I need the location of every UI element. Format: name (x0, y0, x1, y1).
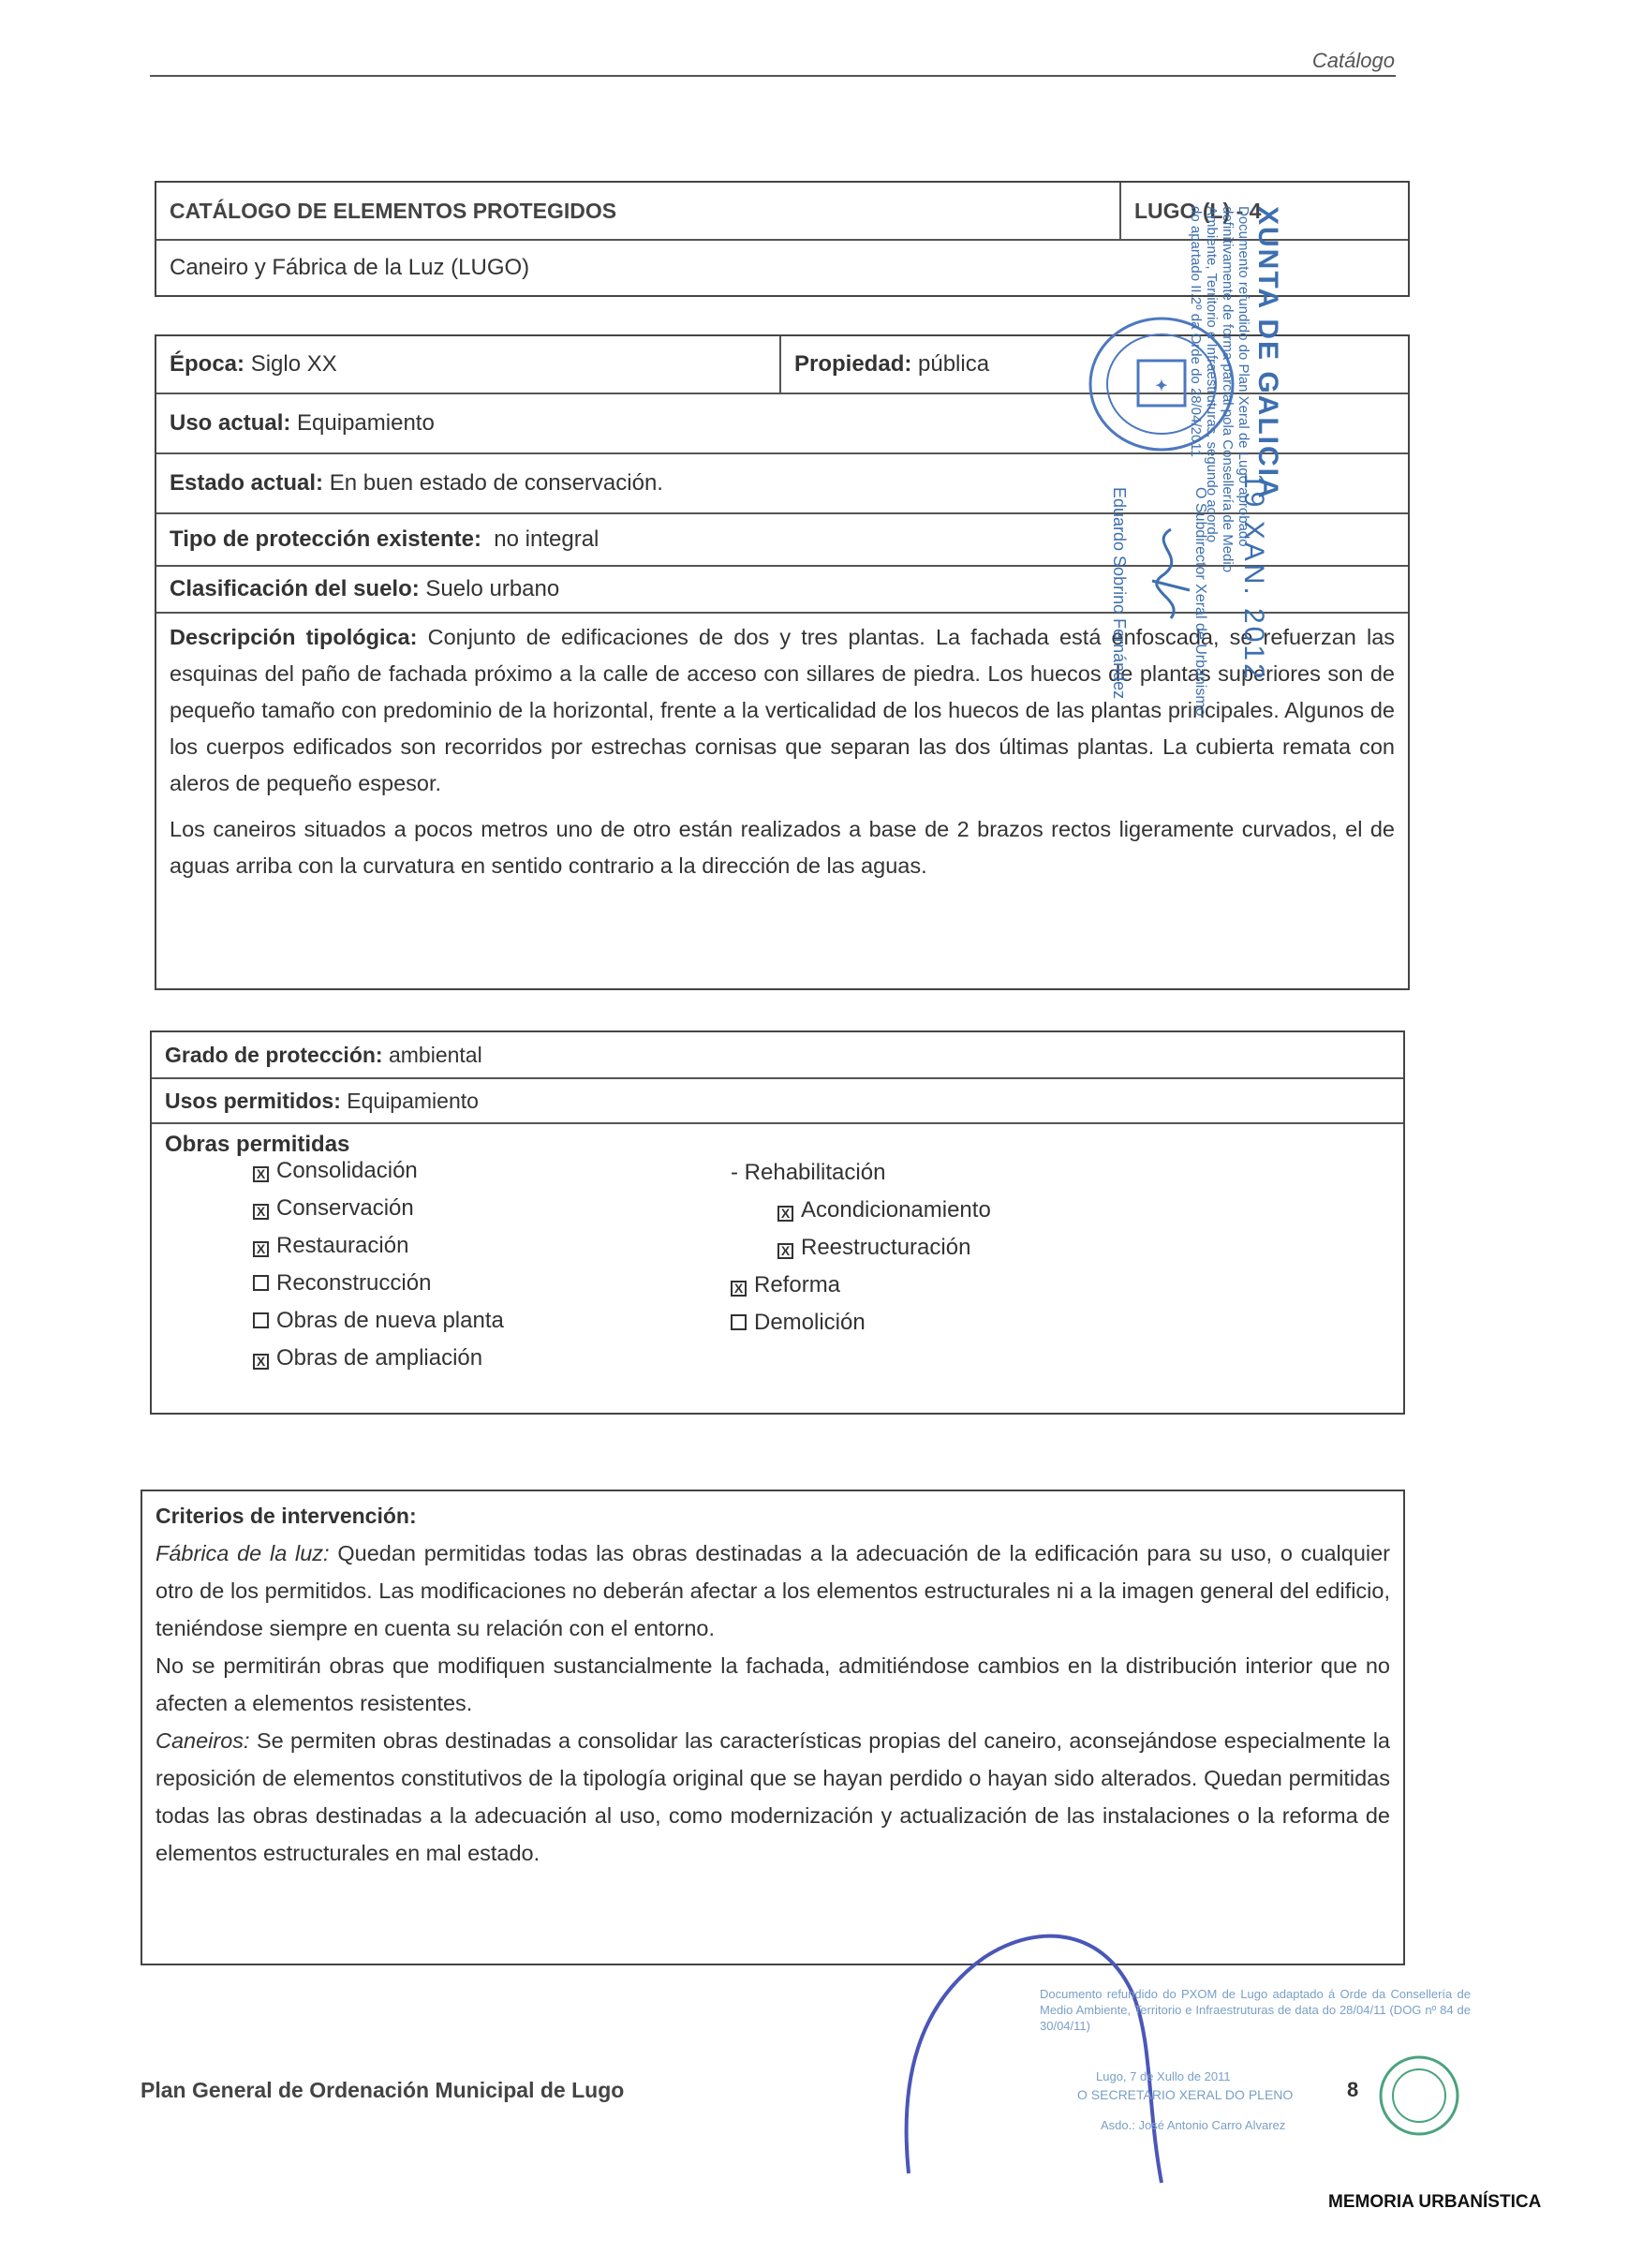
obra-item-right (731, 1310, 866, 1336)
clasif-label: Clasificación del suelo: (170, 576, 420, 601)
fachada-text: No se permitirán obras que modifiquen sustancialmente la fachada, admitiéndose cambios en la distribución interior que no afecten a elementos resistentes. (155, 1653, 1390, 1715)
svg-text:✦: ✦ (1155, 378, 1168, 394)
obra-label: Reforma (754, 1272, 841, 1297)
checked-box-icon: X (731, 1281, 747, 1297)
criterios-content (142, 1491, 1403, 1875)
stamp-xunta: XUNTA DE GALICIA (1252, 206, 1283, 500)
estado-label: Estado actual: (170, 470, 324, 496)
blue-sign-role: O SECRETARIO XERAL DO PLENO (1077, 2087, 1294, 2102)
desc-text: Conjunto de edificaciones de dos y tres plantas. La fachada está enfoscada, se refuerzan las esquinas del paño de fachada próximo a la calle de acceso con sillares de piedra. Los huecos de plantas superiores son de pequeño tamaño con predominio de la horizontal, frente a la verticalidad de los huecos de las plantas principales. Algunos de los cuerpos edificados son recorridos por estrechas cornisas que separan las dos últimas plantas. La cubierta remata con aleros de pequeño espesor. (170, 625, 1396, 795)
obras-section (152, 1124, 1403, 1448)
stamp-line3: Ambiente, Territorio e Infraestruturas, segundo acordo (1204, 206, 1220, 543)
clasif-value: Suelo urbano (425, 576, 560, 601)
obra-item-left (253, 1270, 431, 1297)
handwritten-signature (881, 1892, 1274, 2201)
obra-label: Acondicionamiento (801, 1197, 991, 1223)
grado-value: ambiental (388, 1042, 482, 1067)
fabrica-label: Fábrica de la luz: (155, 1541, 330, 1565)
checked-box-icon: X (253, 1241, 269, 1257)
obra-label: Restauración (276, 1233, 409, 1258)
memoria-label: MEMORIA URBANÍSTICA (1328, 2192, 1542, 2212)
page-header-title: Catálogo (1311, 49, 1395, 72)
obra-item-left (253, 1158, 418, 1184)
proteccion-table (150, 1030, 1405, 1415)
obra-item-left (253, 1195, 414, 1222)
tipo-value: no integral (494, 526, 599, 552)
footer-page-number: 8 (1347, 2078, 1359, 2101)
clasificacion-suelo (156, 576, 572, 602)
checked-box-icon: X (253, 1166, 269, 1182)
tipo-label: Tipo de protección existente: (170, 526, 481, 552)
checked-box-icon: X (777, 1206, 793, 1222)
epoca-cell (156, 336, 779, 393)
catalog-title: CATÁLOGO DE ELEMENTOS PROTEGIDOS (170, 198, 617, 223)
green-round-seal (1377, 2053, 1461, 2138)
estado-actual (156, 470, 676, 497)
obra-label: Reconstrucción (276, 1270, 432, 1296)
signature-mark (1133, 525, 1208, 628)
unchecked-box-icon (253, 1275, 269, 1291)
caneiros-text: Se permiten obras destinadas a consolidar las características propias del caneiro, aconsejándose especialmente la reposición de elementos constitutivos de la tipología original que se hayan perdido o hayan sido alterados. Quedan permitidas todas las obras destinadas a la adecuación al uso, como modernización y actualización de las instalaciones o la reforma de elementos estructurales en mal estado. (155, 1728, 1390, 1865)
obra-item-left (253, 1345, 482, 1371)
usos-value: Equipamiento (347, 1088, 479, 1113)
usos-permitidos (152, 1089, 492, 1114)
obra-label: Reestructuración (801, 1235, 971, 1260)
blue-sign-name: Asdo.: José Antonio Carro Alvarez (1101, 2118, 1286, 2132)
desc-label: Descripción tipológica: (170, 625, 418, 649)
rehabilitacion-label: - Rehabilitación (731, 1160, 886, 1185)
blue-sign-date: Lugo, 7 de Xullo de 2011 (1096, 2069, 1231, 2083)
checked-box-icon: X (777, 1243, 793, 1259)
unchecked-box-icon (731, 1314, 747, 1330)
propiedad-value: pública (918, 351, 990, 377)
footer-plan-name: Plan General de Ordenación Municipal de Lugo (141, 2078, 625, 2102)
grado-proteccion (152, 1043, 496, 1068)
obra-label: Obras de nueva planta (276, 1308, 504, 1333)
desc-text-2: Los caneiros situados a pocos metros uno de otro están realizados a base de 2 brazos rectos ligeramente curvados, el de aguas arriba con la curvatura en sentido contrario a la dirección de las aguas. (170, 817, 1395, 878)
uso-value: Equipamiento (297, 410, 435, 436)
stamp-signer-name: Eduardo Sobrino Fernández (1110, 487, 1129, 700)
obra-label: Conservación (276, 1195, 414, 1221)
obra-item-right (731, 1272, 840, 1298)
header-rule (150, 75, 1396, 77)
criterios-title: Criterios de intervención: (155, 1504, 417, 1528)
obras-title: Obras permitidas (165, 1132, 350, 1157)
epoca-label: Época: (170, 351, 245, 377)
tipo-proteccion (156, 526, 612, 553)
blue-note-text: Documento refundido do PXOM de Lugo adaptado á Orde da Consellería de Medio Ambiente, Territorio e Infraestruturas de data do 28/04/11 (DOG nº 84 de 30/04/11) (1040, 1987, 1471, 2033)
checked-box-icon: X (253, 1204, 269, 1220)
obra-item-left (253, 1233, 408, 1259)
stamp-line1: Documento refundido do Plan Xeral de Lugo aprobado (1236, 206, 1251, 547)
stamp-line2: definitivamente de forma parcial pola Consellería de Medio (1220, 206, 1236, 573)
stamp-date: 19 XAN. 2012 (1238, 473, 1269, 682)
catalog-code: LUGO (L) - 4 (1119, 183, 1408, 239)
epoca-value: Siglo XX (250, 351, 337, 377)
caneiros-label: Caneiros: (155, 1728, 250, 1753)
obra-item-right (777, 1235, 970, 1261)
obra-item-left (253, 1308, 504, 1334)
obra-label: Obras de ampliación (276, 1345, 483, 1371)
usos-label: Usos permitidos: (165, 1088, 341, 1113)
obra-label: Consolidación (276, 1158, 418, 1183)
unchecked-box-icon (253, 1312, 269, 1328)
obra-item-right (777, 1197, 991, 1223)
grado-label: Grado de protección: (165, 1042, 383, 1067)
stamp-line4: do apartado II.2º da Orde do 28/04/2011 (1188, 206, 1204, 457)
uso-actual (156, 410, 448, 437)
obra-label: Demolición (754, 1310, 866, 1335)
stamp-signer-title: O Subdirector Xeral de Urbanismo (1192, 487, 1208, 717)
uso-label: Uso actual: (170, 410, 291, 436)
propiedad-label: Propiedad: (794, 351, 912, 377)
checked-box-icon: X (253, 1354, 269, 1370)
obras-list (152, 1158, 1403, 1448)
estado-value: En buen estado de conservación. (329, 470, 663, 496)
catalog-subtitle: Caneiro y Fábrica de la Luz (LUGO) (170, 255, 530, 280)
fabrica-text: Quedan permitidas todas las obras destinadas a la adecuación de la edificación para su uso, o cualquier otro de los permitidos. Las modificaciones no deberán afectar a los elementos estructurales ni a la imagen general del edificio, teniéndose siempre en cuenta su relación con el entorno. (155, 1541, 1390, 1640)
